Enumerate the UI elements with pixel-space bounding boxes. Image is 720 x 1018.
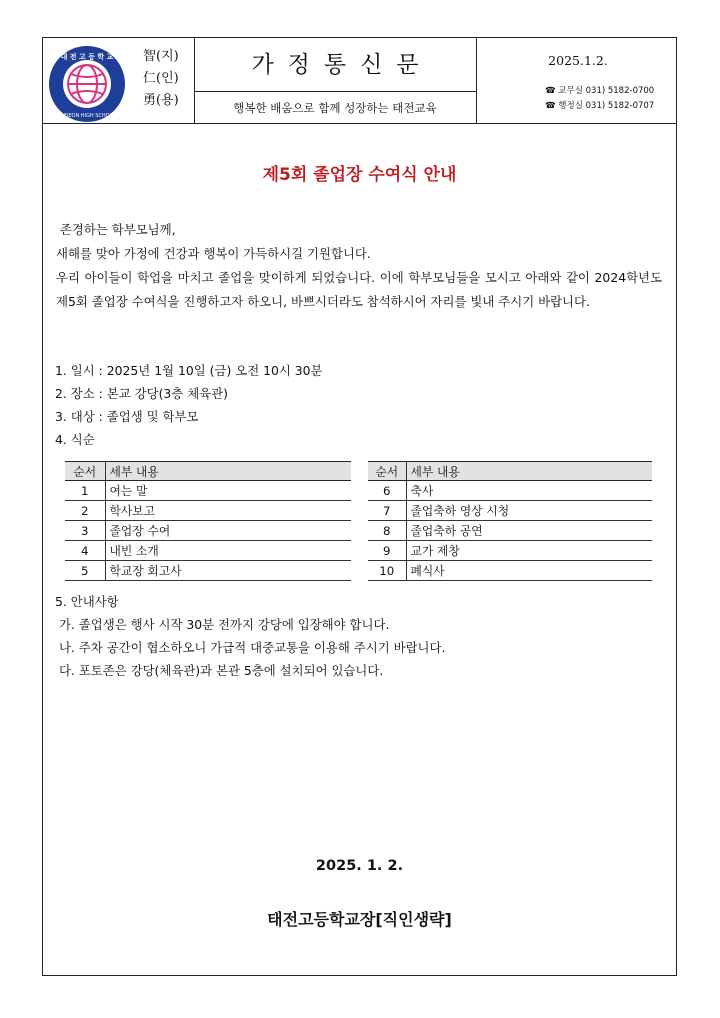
col-detail: 세부 내용 [105, 462, 351, 481]
motto-wisdom: 智(지) [143, 49, 179, 64]
notice-section [55, 590, 445, 682]
greeting-line: 존경하는 학부모님께, [56, 222, 176, 237]
table-row: 8 졸업축하 공연 [368, 521, 652, 541]
table-row: 5 학교장 회고사 [65, 561, 351, 581]
phone-academic: ☎ 교무실 031) 5182-0700 [545, 86, 655, 96]
svg-text:대 전 고 등 학 교: 대 전 고 등 학 교 [60, 53, 114, 61]
school-motto [143, 46, 188, 112]
table-row: 4 내빈 소개 [65, 541, 351, 561]
greeting-paragraph: 우리 아이들이 학업을 마치고 졸업을 맞이하게 되었습니다. 이에 학부모님들을 모시고 아래와 같이 2024학년도 제5회 졸업장 수여식을 진행하고자 하오니, 바쁘시더라도 참석하시어 자리를 빛내 주시기 바랍니다. [56, 270, 662, 309]
table-row: 1 여는 말 [65, 481, 351, 501]
notice-item: 가. 졸업생은 행사 시작 30분 전까지 강당에 입장해야 합니다. [55, 617, 390, 632]
document-title: 제5회 졸업장 수여식 안내 [262, 165, 457, 185]
contact-phones [545, 84, 654, 114]
program-table-right [368, 461, 652, 581]
event-audience: 3. 대상 : 졸업생 및 학부모 [55, 409, 199, 424]
table-row: 2 학사보고 [65, 501, 351, 521]
phone-admin: ☎ 행정실 031) 5182-0707 [545, 101, 655, 111]
notice-item: 다. 포토존은 강당(체육관)과 본관 5층에 설치되어 있습니다. [55, 663, 384, 678]
col-order: 순서 [65, 462, 105, 481]
letter-header [43, 38, 676, 124]
school-slogan: 행복한 배움으로 함께 성장하는 태전교육 [233, 101, 437, 115]
motto-courage: 勇(용) [143, 93, 179, 108]
event-program-heading: 4. 식순 [55, 432, 95, 447]
event-location: 2. 장소 : 본교 강당(3층 체육관) [55, 386, 228, 401]
table-row: 6 축사 [368, 481, 652, 501]
signature-name: 태전고등학교장[직인생략] [267, 910, 452, 929]
event-details [55, 359, 323, 451]
event-date: 1. 일시 : 2025년 1월 10일 (금) 오전 10시 30분 [55, 363, 323, 378]
motto-benevolence: 仁(인) [143, 71, 179, 86]
svg-text:TAEJEON HIGH SCHOOL: TAEJEON HIGH SCHOOL [57, 113, 117, 119]
header-date: 2025.1.2. [548, 53, 608, 68]
notice-item: 나. 주차 공간이 협소하오니 가급적 대중교통을 이용해 주시기 바랍니다. [55, 640, 446, 655]
document-frame [42, 37, 677, 976]
col-order: 순서 [368, 462, 406, 481]
table-row: 10 폐식사 [368, 561, 652, 581]
table-row: 9 교가 제창 [368, 541, 652, 561]
greeting-text [56, 218, 662, 314]
notice-heading: 5. 안내사항 [55, 594, 119, 609]
table-row: 7 졸업축하 영상 시청 [368, 501, 652, 521]
school-logo [47, 44, 127, 124]
signature-date: 2025. 1. 2. [315, 858, 404, 874]
page-title: 가정통신문 [251, 52, 433, 78]
program-table-left [65, 461, 351, 581]
greeting-line: 새해를 맞아 가정에 건강과 행복이 가득하시길 기원합니다. [56, 246, 371, 261]
col-detail: 세부 내용 [406, 462, 652, 481]
table-row: 3 졸업장 수여 [65, 521, 351, 541]
